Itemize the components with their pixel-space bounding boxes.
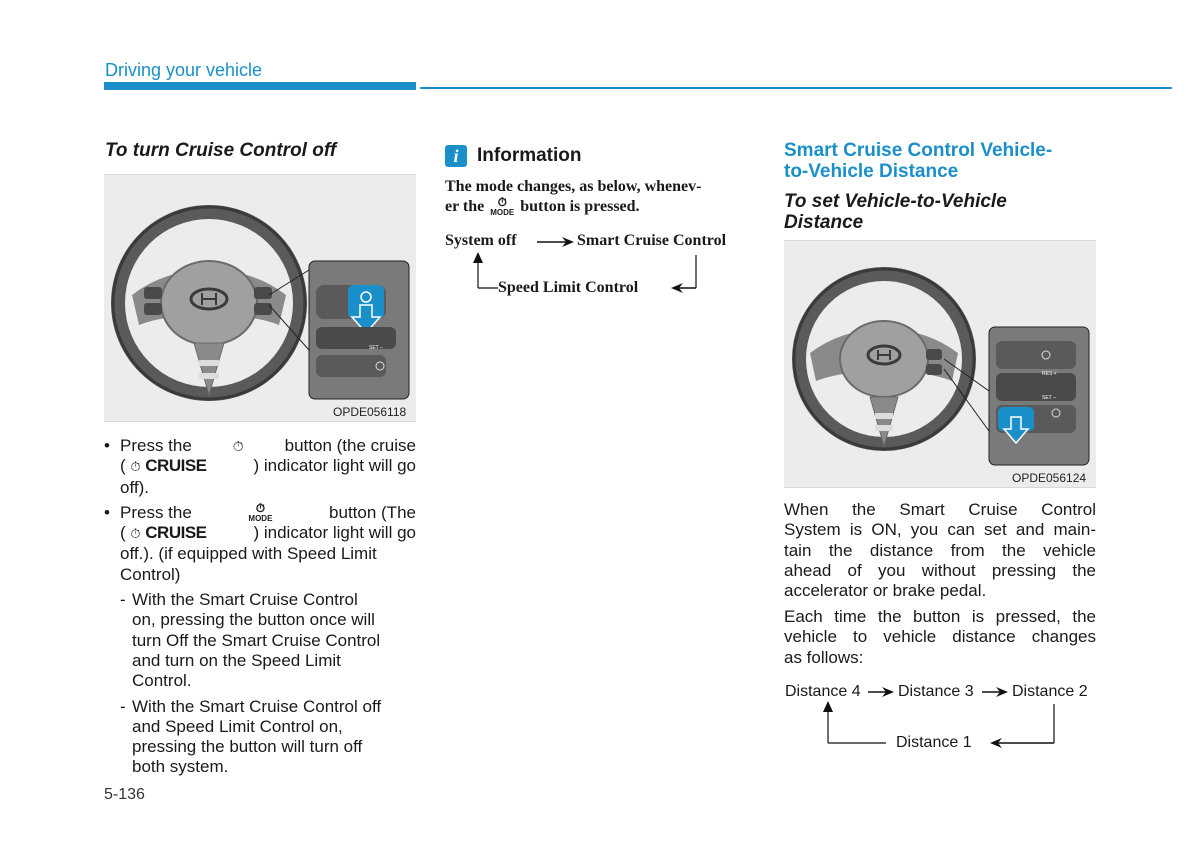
bullet2-text-pre: Press the bbox=[120, 502, 192, 522]
para1-line: System is ON, you can set and main- bbox=[784, 520, 1096, 540]
para1-line: accelerator or brake pedal. bbox=[784, 581, 987, 601]
flow-speed-limit-control: Speed Limit Control bbox=[498, 279, 639, 296]
dash-marker: - bbox=[120, 590, 126, 610]
right-heading-line1: Smart Cruise Control Vehicle- bbox=[784, 140, 1053, 161]
distance-flow-diagram bbox=[784, 680, 1104, 760]
right-paragraph-1 bbox=[784, 500, 1096, 601]
information-text bbox=[445, 177, 755, 217]
cruise-indicator-label: CRUISE bbox=[145, 456, 207, 476]
mode-icon: ⏱ MODE bbox=[248, 501, 273, 524]
steering-wheel-figure-2 bbox=[784, 240, 1096, 488]
set-minus-label: SET – bbox=[369, 345, 383, 351]
right-subheading-line2: Distance bbox=[784, 212, 864, 233]
bullet1-paren: ( bbox=[120, 456, 126, 476]
sub-item-2 bbox=[120, 697, 416, 778]
para2-line: as follows: bbox=[784, 647, 864, 667]
figure-caption-1: OPDE056118 bbox=[333, 405, 407, 419]
flow-distance-3: Distance 3 bbox=[898, 683, 974, 700]
cruise-icon: ⏱ bbox=[232, 438, 244, 454]
steering-wheel-figure-1 bbox=[104, 174, 416, 422]
sub1-line: and turn on the Speed Limit bbox=[132, 650, 341, 670]
left-bullet-list bbox=[104, 436, 416, 778]
cruise-indicator-label: CRUISE bbox=[145, 523, 207, 543]
para1-line: tain the distance from the vehicle bbox=[784, 540, 1096, 560]
info-text-post: button is pressed. bbox=[520, 198, 640, 215]
bullet2-line2: ) indicator light will go bbox=[253, 523, 416, 543]
section-title: Driving your vehicle bbox=[105, 60, 263, 80]
header-rule-thick bbox=[104, 82, 416, 90]
header-rule-thin bbox=[420, 87, 1172, 89]
flow-distance-2: Distance 2 bbox=[1012, 683, 1088, 700]
flow-system-off: System off bbox=[445, 232, 517, 249]
info-text-pre: er the bbox=[445, 198, 485, 215]
sub2-line: With the Smart Cruise Control off bbox=[132, 696, 382, 716]
right-heading bbox=[784, 140, 1052, 182]
sub1-line: With the Smart Cruise Control bbox=[132, 590, 358, 610]
steering-wheel-illustration-2 bbox=[784, 241, 1096, 487]
cruise-indicator-icon: ⏱ bbox=[130, 459, 141, 475]
steering-wheel-illustration bbox=[104, 175, 416, 421]
mode-flow-diagram bbox=[440, 225, 760, 305]
dash-marker: - bbox=[120, 696, 126, 716]
bullet2-paren: ( bbox=[120, 523, 126, 543]
bullet2-line4: Control) bbox=[120, 564, 181, 584]
bullet2-text-post: button (The bbox=[329, 502, 416, 522]
bullet-item-2 bbox=[104, 503, 416, 778]
para1-line: ahead of you without pressing the bbox=[784, 560, 1096, 580]
para2-line: Each time the button is pressed, the bbox=[784, 607, 1096, 626]
flow-smart-cruise-control: Smart Cruise Control bbox=[577, 232, 727, 249]
right-paragraph-2 bbox=[784, 607, 1096, 668]
cruise-indicator-icon: ⏱ bbox=[130, 526, 141, 542]
bullet2-line3: off.). (if equipped with Speed Limit bbox=[120, 544, 377, 564]
bullet1-line3: off). bbox=[120, 477, 149, 497]
res-plus-label: RES + bbox=[1042, 371, 1057, 377]
sub2-line: and Speed Limit Control on, bbox=[132, 716, 343, 736]
right-subheading-line1: To set Vehicle-to-Vehicle bbox=[784, 191, 1007, 212]
set-minus-label: SET – bbox=[1042, 395, 1056, 401]
page-number: 5-136 bbox=[104, 786, 145, 803]
sub2-line: both system. bbox=[132, 757, 229, 777]
sub1-line: on, pressing the button once will bbox=[132, 610, 375, 630]
figure-caption-2: OPDE056124 bbox=[1012, 471, 1087, 485]
mode-icon-label: MODE bbox=[248, 514, 273, 524]
para2-line: vehicle to vehicle distance changes bbox=[784, 627, 1096, 647]
right-subheading bbox=[784, 191, 1007, 233]
sub-item-1 bbox=[120, 590, 416, 691]
bullet1-line2: ) indicator light will go bbox=[253, 456, 416, 476]
flow-distance-1: Distance 1 bbox=[896, 734, 972, 751]
para1-line: When the Smart Cruise Control bbox=[784, 500, 1096, 519]
bullet1-text-post: button (the cruise bbox=[284, 436, 416, 455]
sub1-line: Control. bbox=[132, 671, 192, 691]
right-heading-line2: to-Vehicle Distance bbox=[784, 161, 959, 182]
sub2-line: pressing the button will turn off bbox=[132, 737, 363, 757]
bullet-dot: • bbox=[104, 436, 110, 455]
left-heading: To turn Cruise Control off bbox=[105, 140, 337, 161]
flow-distance-4: Distance 4 bbox=[785, 683, 861, 700]
info-text-line1: The mode changes, as below, whenev- bbox=[445, 178, 702, 195]
bullet-item-1 bbox=[104, 436, 416, 498]
information-header bbox=[445, 145, 582, 167]
mode-icon-label: MODE bbox=[490, 208, 515, 217]
bullet1-text-pre: Press the bbox=[120, 436, 192, 455]
info-icon: i bbox=[445, 145, 467, 167]
sub1-line: turn Off the Smart Cruise Control bbox=[132, 630, 381, 650]
information-title: Information bbox=[477, 145, 582, 166]
bullet-dot: • bbox=[104, 502, 110, 522]
mode-icon: ⏱ MODE bbox=[490, 195, 515, 217]
